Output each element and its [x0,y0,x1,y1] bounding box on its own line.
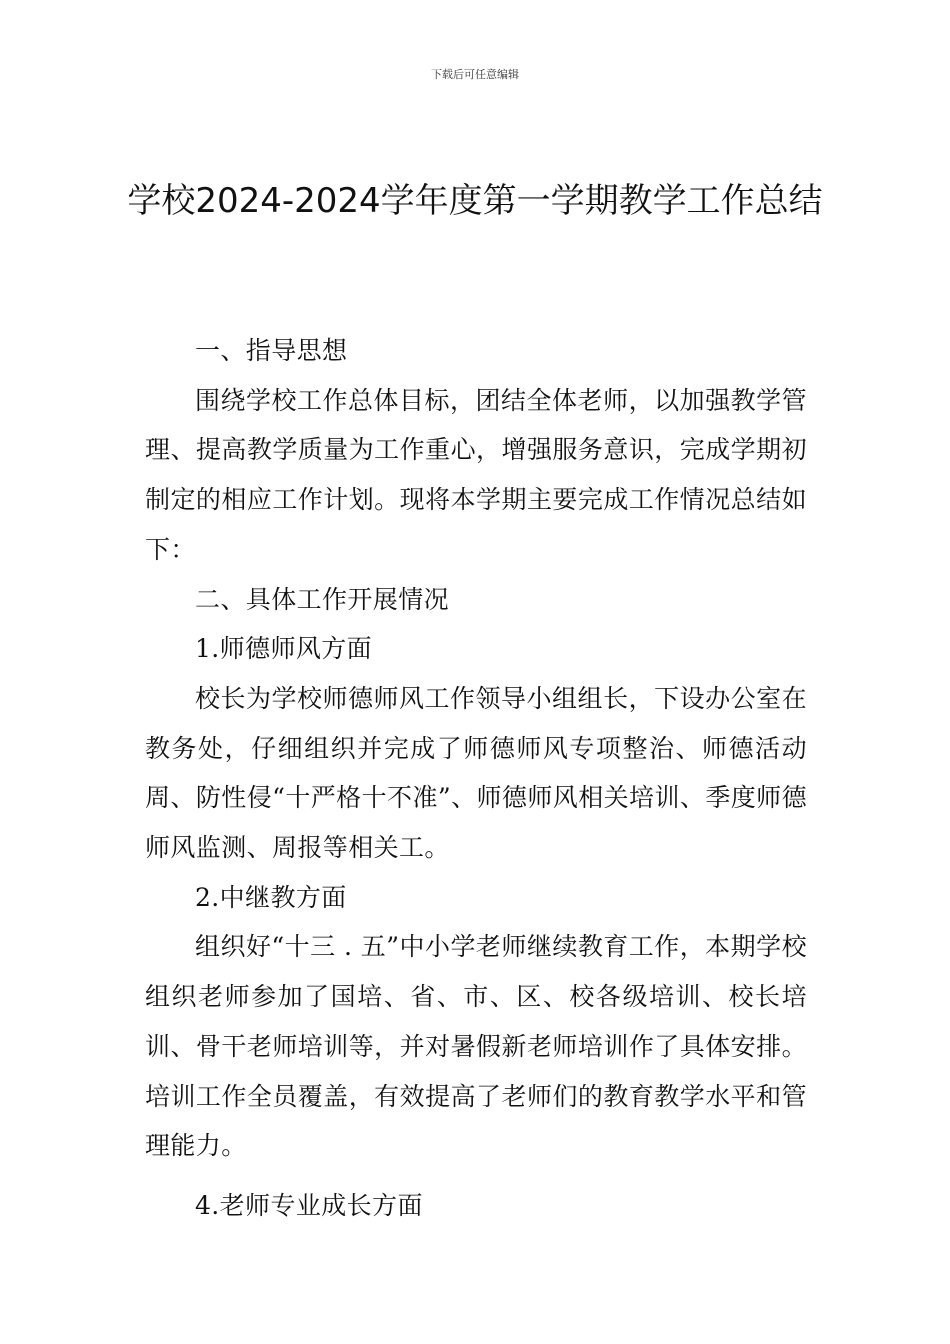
section-heading-work-progress: 二、具体工作开展情况 [195,584,450,614]
section-heading-guiding-ideology: 一、指导思想 [195,336,348,365]
document-body [145,326,807,1231]
document-title: 学校2024-2024学年度第一学期教学工作总结 [127,181,823,221]
subheading-teacher-growth: 4.老师专业成长方面 [195,1190,423,1220]
paragraph-continuing-education: 组织好“十三 . 五”中小学老师继续教育工作，本期学校组织老师参加了国培、省、市、区、校各级培训、校长培训、骨干老师培训等，并对暑假新老师培训作了具体安排。培训工作全员覆盖，有效提高了老师们的教育教学水平和管理能力。 [145,932,807,1161]
subheading-teacher-ethics: 1.师德师风方面 [195,634,373,664]
paragraph-teacher-ethics: 校长为学校师德师风工作领导小组组长，下设办公室在教务处，仔细组织并完成了师德师风专项整治、师德活动周、防性侵“十严格十不准”、师德师风相关培训、季度师德师风监测、周报等相关工。 [145,683,807,863]
page-header-note: 下载后可任意编辑 [431,68,519,81]
paragraph-guiding-ideology: 围绕学校工作总体目标，团结全体老师，以加强教学管理、提高教学质量为工作重心，增强服务意识，完成学期初制定的相应工作计划。现将本学期主要完成工作情况总结如下： [145,385,807,564]
subheading-continuing-education: 2.中继教方面 [195,882,347,912]
